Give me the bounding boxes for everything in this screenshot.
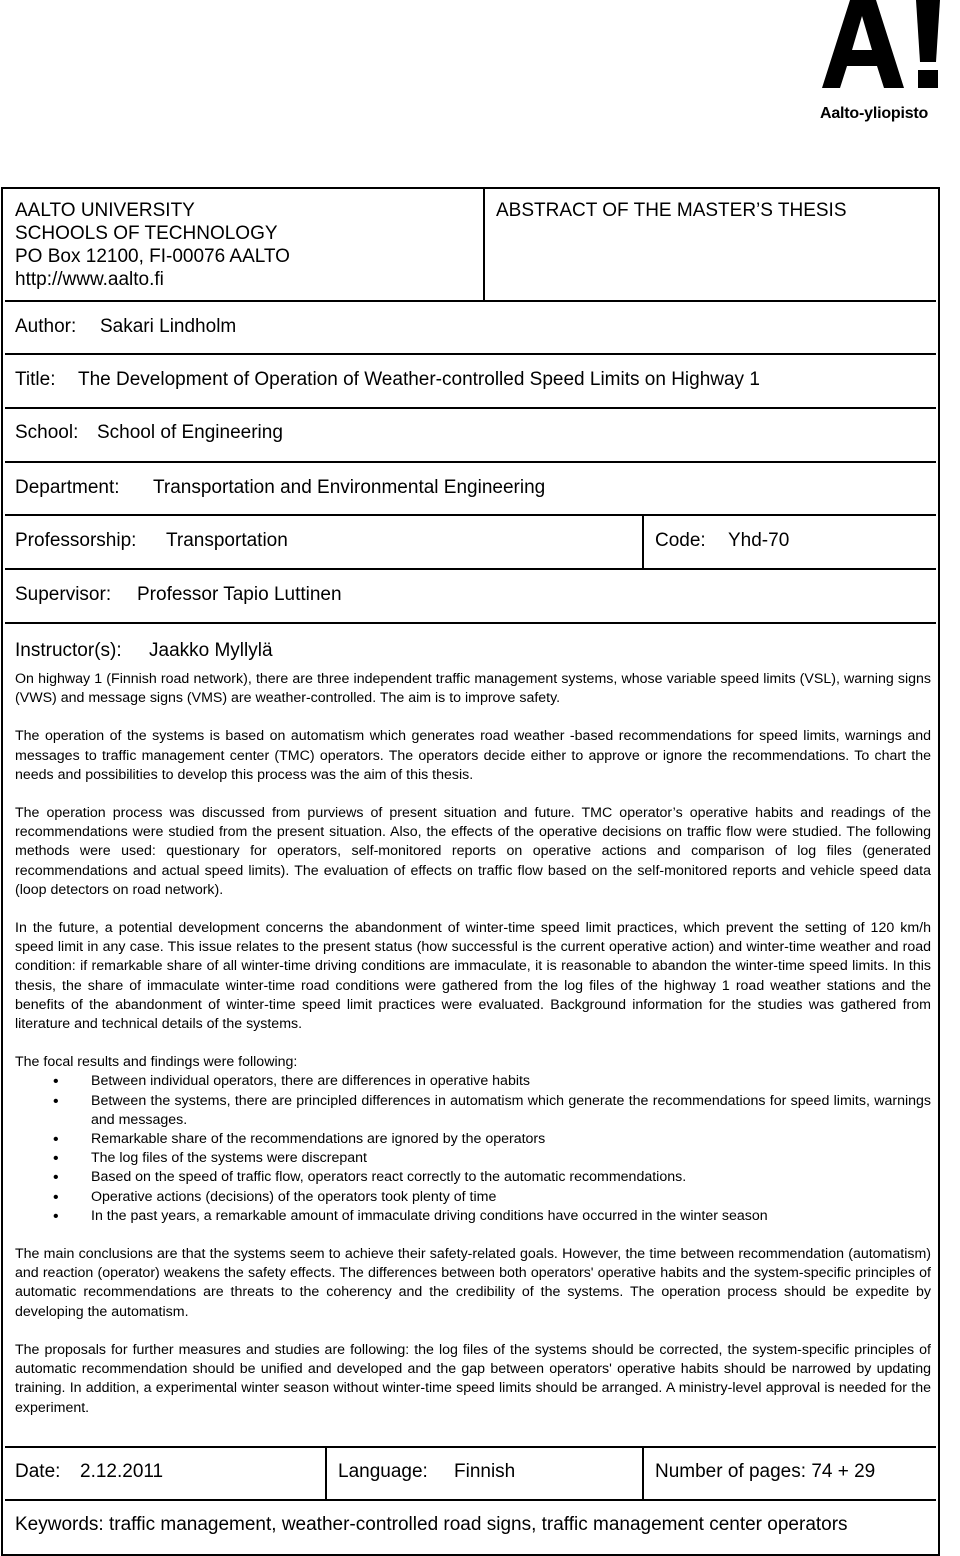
instructor-line <box>15 640 273 662</box>
findings-item: • Between individual operators, there are differences in operative habits <box>15 1072 931 1091</box>
header-row <box>5 189 936 302</box>
title-label: Title: <box>15 369 56 390</box>
code-label: Code: <box>655 530 706 551</box>
school-label: School: <box>15 422 79 443</box>
author-label: Author: <box>15 316 77 337</box>
aalto-logo <box>820 0 960 125</box>
aalto-logo-mark <box>820 0 960 100</box>
language-label: Language: <box>338 1461 428 1482</box>
institution-name: AALTO UNIVERSITY <box>15 200 195 221</box>
doc-type-title: ABSTRACT OF THE MASTER’S THESIS <box>496 200 847 221</box>
abstract-paragraph-3: The operation process was discussed from purviews of present situation and future. TMC operator’s operative habits and readings of the recommendations were studied from the present situation. Also, the effects of the operative decisions on traffic flow were studied. The following methods were used: questionary for operators, self-monitored reports on operative actions and comparison of log files (generated recommendations and actual speed limits). The evaluation of effects on traffic flow based on the self-monitored reports and vehicle speed data (loop detectors on road network). <box>15 805 931 898</box>
instructor-label: Instructor(s): <box>15 640 122 661</box>
findings-item: • Between the systems, there are principled differences in automatism which generate the recommendations for speed limits, warnings and messages. <box>15 1092 931 1130</box>
findings-item: • In the past years, a remarkable amount of immaculate driving conditions have occurred in the winter season <box>15 1207 931 1226</box>
school-value: School of Engineering <box>97 422 283 443</box>
code-cell <box>644 516 936 568</box>
department-row <box>5 463 936 516</box>
department-label: Department: <box>15 477 120 498</box>
institution-cell <box>5 189 485 300</box>
abstract-paragraph-6: The proposals for further measures and studies are following: the log files of the systems should be corrected, the system-specific principles of automatic recommendation should be unified and developed and the gap between operators' operative habits should be narrowed by updating training. In addition, a experimental winter season without winter-time speed limits should be arranged. A ministry-level approval is needed for the experiment. <box>15 1341 931 1416</box>
findings-item: • Based on the speed of traffic flow, operators react correctly to the automatic recommendations. <box>15 1168 931 1187</box>
supervisor-row <box>5 570 936 624</box>
institution-address: PO Box 12100, FI-00076 AALTO <box>15 246 290 267</box>
title-row <box>5 355 936 409</box>
abstract-body <box>15 670 931 1418</box>
supervisor-label: Supervisor: <box>15 584 112 605</box>
title-value: The Development of Operation of Weather-controlled Speed Limits on Highway 1 <box>78 369 760 390</box>
language-cell <box>327 1448 644 1499</box>
doc-type-cell <box>485 189 936 300</box>
professorship-value: Transportation <box>166 530 288 551</box>
institution-block <box>15 199 290 291</box>
findings-item: • Operative actions (decisions) of the operators took plenty of time <box>15 1188 931 1207</box>
supervisor-value: Professor Tapio Luttinen <box>137 584 342 605</box>
findings-intro: The focal results and findings were following: <box>15 1054 298 1071</box>
language-value: Finnish <box>454 1461 516 1482</box>
abstract-paragraph-2: The operation of the systems is based on automatism which generates road weather -based recommendations for speed limits, warnings and messages to traffic management center (TMC) operators. The operators decide either to approve or ignore the recommendations. To chart the needs and possibilities to develop this process was the aim of this thesis. <box>15 728 931 783</box>
professorship-row <box>5 516 936 570</box>
professorship-cell <box>5 516 644 568</box>
abstract-paragraph-5: The main conclusions are that the systems seem to achieve their safety-related goals. However, the time between recommendation (automatism) and reaction (operator) weakens the safety effects. The differences between both operators' operative habits and the system-specific principles of automatic recommendations are threats to the coherency and the credibility of the systems. The operation process should be expedite by developing the automatism. <box>15 1246 931 1320</box>
date-label: Date: <box>15 1461 61 1482</box>
code-value: Yhd-70 <box>728 530 790 551</box>
keywords-label: Keywords: <box>15 1514 104 1535</box>
pages-value: 74 + 29 <box>811 1461 876 1482</box>
abstract-paragraph-1: On highway 1 (Finnish road network), there are three independent traffic management systems, whose variable speed limits (VSL), warning signs (VWS) and message signs (VMS) are weather-controlled. The aim is to improve safety. <box>15 671 931 707</box>
findings-list <box>15 1072 931 1226</box>
metadata-row <box>5 1446 936 1501</box>
school-row <box>5 409 936 463</box>
keywords-value: traffic management, weather-controlled road signs, traffic management center operators <box>108 1514 848 1535</box>
keywords-line <box>15 1514 848 1536</box>
logo-wordmark: Aalto-yliopisto <box>820 105 929 122</box>
thesis-abstract-form <box>1 187 940 1556</box>
professorship-label: Professorship: <box>15 530 137 551</box>
department-value: Transportation and Environmental Engineering <box>153 477 546 498</box>
author-value: Sakari Lindholm <box>100 316 237 337</box>
date-value: 2.12.2011 <box>80 1461 164 1482</box>
findings-item: • Remarkable share of the recommendations are ignored by the operators <box>15 1130 931 1149</box>
date-cell <box>5 1448 327 1499</box>
institution-schools: SCHOOLS OF TECHNOLOGY <box>15 223 278 244</box>
pages-cell <box>644 1448 936 1499</box>
author-row <box>5 302 936 355</box>
institution-url: http://www.aalto.fi <box>15 269 164 290</box>
abstract-paragraph-4: In the future, a potential development concerns the abandonment of winter-time speed limit practices, which prevent the setting of 120 km/h speed limit in any case. This issue relates to the present status (how successful is the current operative action) and winter-time weather and road condition: if remarkable share of all winter-time driving conditions are immaculate, it is reasonable to abandon the winter-time speed limits. In this thesis, the share of immaculate winter-time road conditions were gathered from the log files of the highway 1 road weather stations and the benefits of the abandonment of winter-time speed limit practices were evaluated. Background information for the studies was gathered from literature and technical details of the systems. <box>15 920 931 1033</box>
pages-label: Number of pages: <box>655 1461 807 1482</box>
instructor-value: Jaakko Myllylä <box>149 640 273 661</box>
findings-item: • The log files of the systems were discrepant <box>15 1149 931 1168</box>
